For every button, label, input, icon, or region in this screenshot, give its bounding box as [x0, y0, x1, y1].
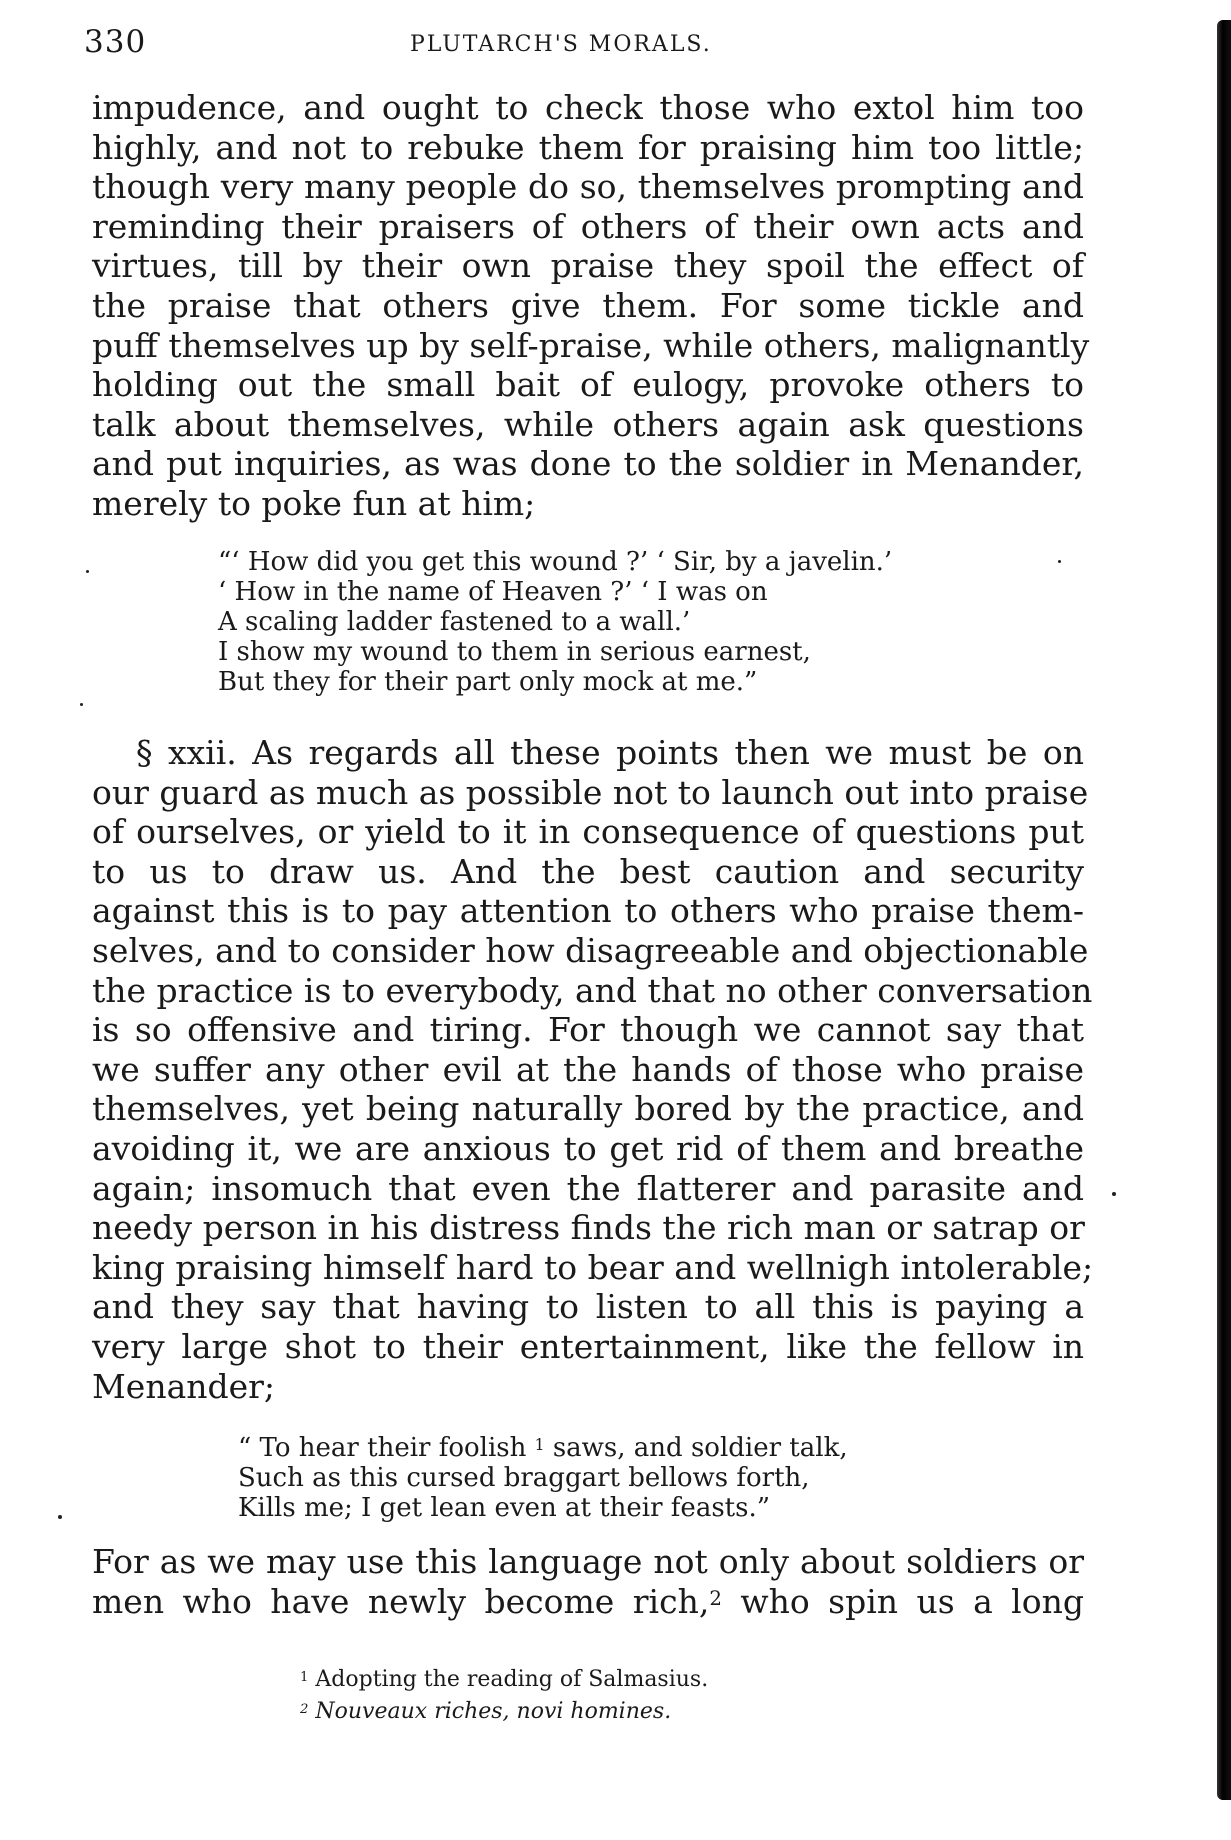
paragraph-3: [92, 1542, 1084, 1621]
text-line: king praising himself hard to bear and wellnigh intolerable;: [92, 1247, 1094, 1287]
text-segment: men who have newly become rich,: [92, 1581, 710, 1621]
footnote-marker: 2: [709, 1586, 722, 1610]
text-line: and put inquiries, as was done to the soldier in Menander,: [92, 444, 1084, 484]
page-header: [84, 24, 1084, 64]
text-line: holding out the small bait of eulogy, provoke others to: [92, 365, 1084, 405]
scan-speck: [80, 703, 83, 706]
footnote-text: Adopting the reading of Salmasius.: [315, 1667, 709, 1692]
binding-edge: [1217, 20, 1231, 1800]
text-line: the praise that others give them. For some tickle and: [92, 285, 1084, 325]
running-head: PLUTARCH'S MORALS.: [410, 32, 712, 57]
footnote-text: Nouveaux riches, novi homines.: [315, 1699, 672, 1724]
text-line: against this is to pay attention to others who praise them-: [92, 891, 1084, 931]
paragraph-2: [92, 733, 1094, 1406]
text-line: themselves, yet being naturally bored by the practice, and: [92, 1089, 1084, 1129]
footnote-1: [300, 1664, 708, 1696]
text-line: merely to poke fun at him;: [92, 483, 536, 523]
text-line: Menander;: [92, 1366, 276, 1406]
text-line: reminding their praisers of others of their own acts and: [92, 206, 1084, 246]
text-line: virtues, till by their own praise they spoil the effect of: [92, 246, 1084, 286]
verse-line: “‘ How did you get this wound ?’ ‘ Sir, by a javelin.’: [218, 547, 893, 577]
footnotes: [300, 1664, 708, 1728]
text-line: to us to draw us. And the best caution and security: [92, 851, 1084, 891]
verse-line: Kills me; I get lean even at their feasts.”: [238, 1493, 771, 1523]
verse-line: [238, 1433, 848, 1463]
text-line: of ourselves, or yield to it in consequence of questions put: [92, 812, 1084, 852]
text-line: again; insomuch that even the flatterer and parasite and: [92, 1168, 1084, 1208]
text-line: our guard as much as possible not to launch out into praise: [92, 772, 1089, 812]
scan-speck: [58, 1515, 62, 1519]
text-line: is so offensive and tiring. For though we cannot say that: [92, 1010, 1084, 1050]
paragraph-1: [92, 88, 1090, 524]
verse-quotation-2: [238, 1433, 848, 1523]
text-line: avoiding it, we are anxious to get rid of them and breathe: [92, 1128, 1084, 1168]
verse-line: Such as this cursed braggart bellows forth,: [238, 1463, 810, 1493]
verse-line: ‘ How in the name of Heaven ?’ ‘ I was on: [218, 577, 768, 607]
text-line: very large shot to their entertainment, like the fellow in: [92, 1326, 1084, 1366]
text-line: impudence, and ought to check those who extol him too: [92, 88, 1084, 127]
verse-line-end: saws, and soldier talk,: [544, 1433, 848, 1463]
text-line: needy person in his distress finds the rich man or satrap or: [92, 1208, 1085, 1248]
text-line: selves, and to consider how disagreeable and objectionable: [92, 930, 1089, 970]
text-line: talk about themselves, while others again ask questions: [92, 404, 1084, 444]
verse-line: A scaling ladder fastened to a wall.’: [218, 607, 691, 637]
footnote-number: 1: [300, 1669, 309, 1685]
text-line: § xxii. As regards all these points then we must be on: [136, 733, 1084, 772]
footnote-marker: 1: [534, 1435, 545, 1454]
scan-speck: [86, 570, 89, 573]
verse-line-start: “ To hear their foolish: [238, 1433, 535, 1463]
text-line: and they say that having to listen to all this is paying a: [92, 1287, 1084, 1327]
text-line: highly, and not to rebuke them for praising him too little;: [92, 127, 1084, 167]
text-line: though very many people do so, themselves prompting and: [92, 167, 1084, 207]
footnote-2: [300, 1696, 708, 1728]
text-line: we suffer any other evil at the hands of those who praise: [92, 1049, 1084, 1089]
text-line: the practice is to everybody, and that no other conversation: [92, 970, 1093, 1010]
scan-speck: [1112, 1192, 1116, 1196]
scan-speck: [1058, 560, 1061, 563]
verse-line: I show my wound to them in serious earnest,: [218, 637, 811, 667]
text-line: puff themselves up by self-praise, while others, malignantly: [92, 325, 1090, 365]
text-segment: who spin us a long: [721, 1581, 1084, 1621]
text-line: For as we may use this language not only about soldiers or: [92, 1542, 1084, 1581]
verse-line: But they for their part only mock at me.”: [218, 667, 758, 697]
verse-quotation-1: [218, 547, 892, 697]
text-line: [92, 1582, 1084, 1622]
page-number: 330: [84, 24, 147, 60]
footnote-number: 2: [300, 1701, 309, 1717]
